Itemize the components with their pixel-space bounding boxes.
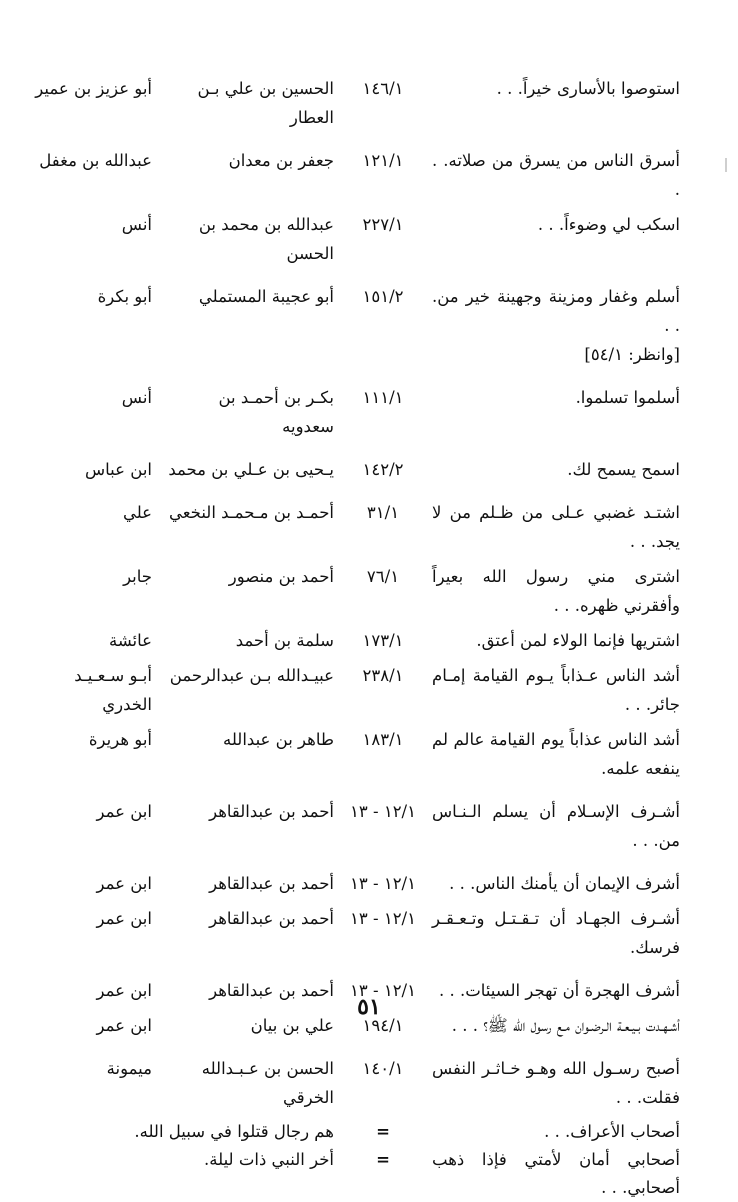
table-row	[28, 562, 680, 620]
narrator: أحمد بن عبدالقاهر	[209, 909, 334, 928]
companion: علي	[122, 503, 152, 522]
narrator: أحمد بن منصور	[228, 567, 334, 586]
companion: ابن عمر	[96, 981, 152, 1000]
page-number: ٥١	[357, 994, 381, 1020]
hadith-text	[432, 282, 680, 369]
table-row	[28, 626, 680, 655]
volume-page-ref: ٢٣٨/١	[362, 666, 404, 685]
companion: ابن عمر	[96, 1016, 152, 1035]
hadith-text: أصحاب الأعراف. . .	[544, 1122, 680, 1141]
volume-page-ref: ١٥١/٢	[362, 287, 404, 306]
table-row	[28, 282, 680, 369]
table-row	[28, 661, 680, 719]
companion: ابن عمر	[96, 909, 152, 928]
volume-page-ref: ١٩٤/١	[362, 1016, 404, 1035]
companion: أبو بكرة	[97, 287, 152, 306]
cross-reference-text: أخر النبي ذات ليلة.	[204, 1150, 334, 1169]
narrator: عبيـدالله بـن عبدالرحمن	[169, 666, 334, 685]
hadith-text: استوصوا بالأسارى خيراً. . .	[496, 79, 680, 98]
narrator: علي بن بيان	[250, 1016, 334, 1035]
see-also-note: [وانظر: ٥٤/١]	[584, 345, 680, 364]
hadith-index-table	[28, 74, 680, 1202]
narrator: عبدالله بن محمد بن الحسن	[198, 215, 334, 263]
narrator: أحمـد بن مـحمـد النخعي	[168, 503, 334, 522]
companion: ميمونة	[106, 1059, 152, 1078]
hadith-text: اشترى مني رسول الله بعيراً وأفقرني ظهره. . .	[432, 567, 680, 615]
hadith-text: اسمح يسمح لك.	[567, 460, 680, 479]
volume-page-ref: ١٢١/١	[362, 151, 404, 170]
companion: أنس	[121, 388, 152, 407]
narrator: أحمد بن عبدالقاهر	[209, 981, 334, 1000]
hadith-text: اسكب لي وضوءاً. . .	[537, 215, 680, 234]
volume-page-ref: ١٨٣/١	[362, 730, 404, 749]
margin-mark	[725, 158, 727, 172]
companion: أبـو سـعـيـد الخدري	[74, 666, 152, 714]
hadith-text: اشتـد غضبي عـلى من ظـلم من لا يجد. . .	[432, 503, 680, 551]
table-row	[28, 146, 680, 204]
volume-page-ref: ٢٢٧/١	[362, 215, 404, 234]
companion: ابن عمر	[96, 874, 152, 893]
hadith-text: أسلموا تسلموا.	[575, 388, 680, 407]
cross-reference-row	[28, 1118, 680, 1146]
hadith-text: أشـهـدت بـيـعـة الـرضـوان مـع رسول الله ﷺ؟ . . .	[451, 1016, 680, 1035]
companion: ابن عباس	[85, 460, 152, 479]
table-row	[28, 455, 680, 484]
narrator: بكـر بن أحمـد بن سعدويه	[218, 388, 334, 436]
companion: ابن عمر	[96, 802, 152, 821]
hadith-text: أشرف الإيمان أن يأمنك الناس. . .	[449, 874, 680, 893]
companion: عائشة	[108, 631, 152, 650]
companion: أبو عزيز بن عمير	[35, 79, 152, 98]
cross-reference-row	[28, 1146, 680, 1202]
narrator: جعفر بن معدان	[228, 151, 334, 170]
table-row	[28, 210, 680, 268]
hadith-text: أشـرف الإسـلام أن يسلم الـنـاس من. . .	[432, 802, 680, 850]
companion: عبدالله بن مغفل	[39, 151, 152, 170]
hadith-text: أشـرف الجهـاد أن تـقـتـل وتـعـقـر فرسك.	[432, 909, 680, 957]
hadith-text: أشرف الهجرة أن تهجر السيئات. . .	[439, 981, 680, 1000]
narrator: يـحيى بن عـلي بن محمد	[168, 460, 334, 479]
equals-sign: =	[376, 1122, 390, 1141]
volume-page-ref: ١١١/١	[362, 388, 404, 407]
table-row	[28, 383, 680, 441]
volume-page-ref: ١٢/١ - ١٣	[350, 802, 416, 821]
table-row	[28, 797, 680, 855]
hadith-text: أصبح رسـول الله وهـو خـاثـر النفس فقلت. . .	[432, 1059, 680, 1107]
volume-page-ref: ٧٦/١	[366, 567, 400, 586]
narrator: الحسن بن عـبـدالله الخرقي	[201, 1059, 334, 1107]
volume-page-ref: ١٤٦/١	[362, 79, 404, 98]
volume-page-ref: ١٢/١ - ١٣	[350, 981, 416, 1000]
volume-page-ref: ١٢/١ - ١٣	[350, 874, 416, 893]
hadith-text: أشد الناس عـذاباً يـوم القيامة إمـام جائر. . .	[432, 666, 680, 714]
table-row	[28, 904, 680, 962]
hadith-text: أشد الناس عذاباً يوم القيامة عالم لم ينفعه علمه.	[432, 730, 680, 778]
narrator: أحمد بن عبدالقاهر	[209, 802, 334, 821]
companion: أبو هريرة	[88, 730, 152, 749]
cross-reference-text: هم رجال قتلوا في سبيل الله.	[134, 1122, 334, 1141]
volume-page-ref: ١٧٣/١	[362, 631, 404, 650]
narrator: طاهر بن عبدالله	[222, 730, 334, 749]
table-row	[28, 1054, 680, 1112]
hadith-text: اشتريها فإنما الولاء لمن أعتق.	[476, 631, 680, 650]
table-row	[28, 74, 680, 132]
volume-page-ref: ١٤٠/١	[362, 1059, 404, 1078]
volume-page-ref: ٣١/١	[366, 503, 400, 522]
hadith-text: أصحابي أمان لأمتي فإذا ذهب أصحابي. . .	[432, 1150, 680, 1197]
volume-page-ref: ١٢/١ - ١٣	[350, 909, 416, 928]
table-row	[28, 498, 680, 556]
narrator: أبو عجيبة المستملي	[198, 287, 334, 306]
equals-sign: =	[376, 1150, 390, 1169]
companion: جابر	[123, 567, 152, 586]
narrator: سلمة بن أحمد	[235, 631, 334, 650]
table-row	[28, 869, 680, 898]
companion: أنس	[121, 215, 152, 234]
volume-page-ref: ١٤٢/٢	[362, 460, 404, 479]
table-row	[28, 725, 680, 783]
narrator: أحمد بن عبدالقاهر	[209, 874, 334, 893]
hadith-text: أسرق الناس من يسرق من صلاته. . .	[432, 151, 680, 199]
narrator: الحسين بن علي بـن العطار	[197, 79, 334, 127]
hadith-main-text: أسلم وغفار ومزينة وجهينة خير من. . .	[432, 287, 680, 335]
